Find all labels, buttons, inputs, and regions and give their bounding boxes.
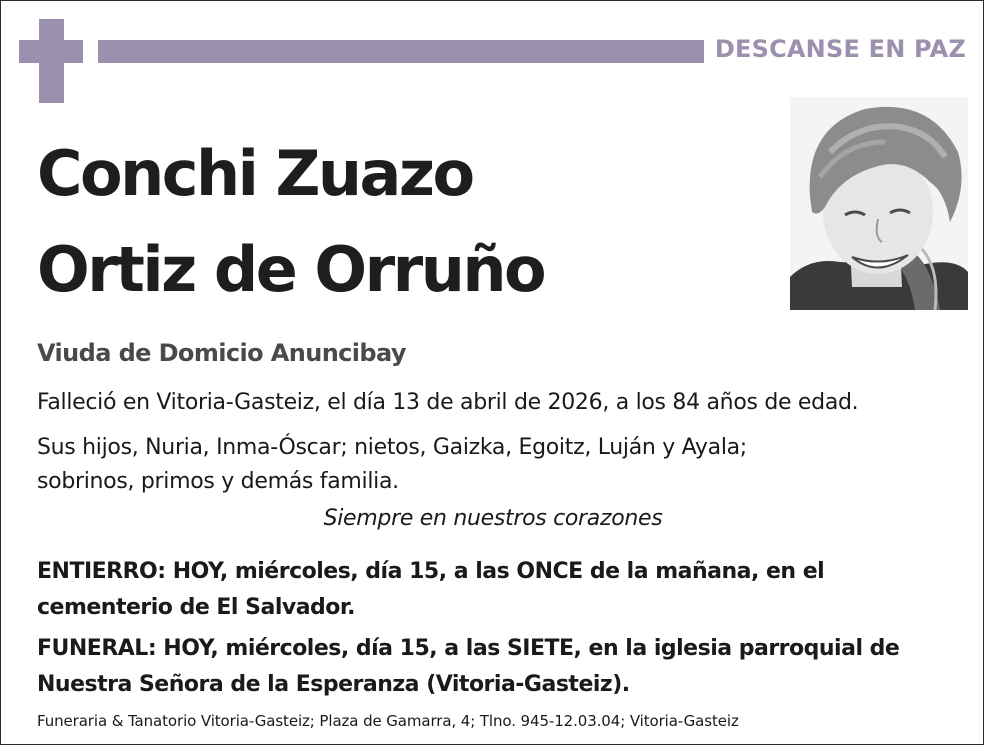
memorial-motto: Siempre en nuestros corazones xyxy=(323,506,663,531)
deceased-name-line1: Conchi Zuazo xyxy=(37,137,473,210)
portrait-photo xyxy=(790,97,968,310)
funeral-line1: FUNERAL: HOY, miércoles, día 15, a las SIETE, en la iglesia parroquial de xyxy=(37,636,900,661)
widow-of-line: Viuda de Domicio Anuncibay xyxy=(37,339,406,367)
header-label: DESCANSE EN PAZ xyxy=(714,35,966,63)
funeral-details xyxy=(37,631,899,703)
burial-line2: cementerio de El Salvador. xyxy=(37,595,355,620)
burial-details xyxy=(37,554,824,626)
burial-line1: ENTIERRO: HOY, miércoles, día 15, a las ONCE de la mañana, en el xyxy=(37,559,825,584)
family-line1: Sus hijos, Nuria, Inma-Óscar; nietos, Gaizka, Egoitz, Luján y Ayala; xyxy=(37,435,747,460)
death-notice: Falleció en Vitoria-Gasteiz, el día 13 de abril de 2026, a los 84 años de edad. xyxy=(37,390,859,415)
family-list xyxy=(37,431,747,499)
header-divider-bar xyxy=(98,40,704,63)
cross-horizontal-bar xyxy=(19,40,83,63)
deceased-name-line2: Ortiz de Orruño xyxy=(37,233,545,306)
funeral-home-footer: Funeraria & Tanatorio Vitoria-Gasteiz; Plaza de Gamarra, 4; Tlno. 945-12.03.04; Vitoria-Gasteiz xyxy=(37,712,739,730)
family-line2: sobrinos, primos y demás familia. xyxy=(37,469,399,494)
portrait-illustration xyxy=(790,97,968,310)
funeral-line2: Nuestra Señora de la Esperanza (Vitoria-Gasteiz). xyxy=(37,672,630,697)
